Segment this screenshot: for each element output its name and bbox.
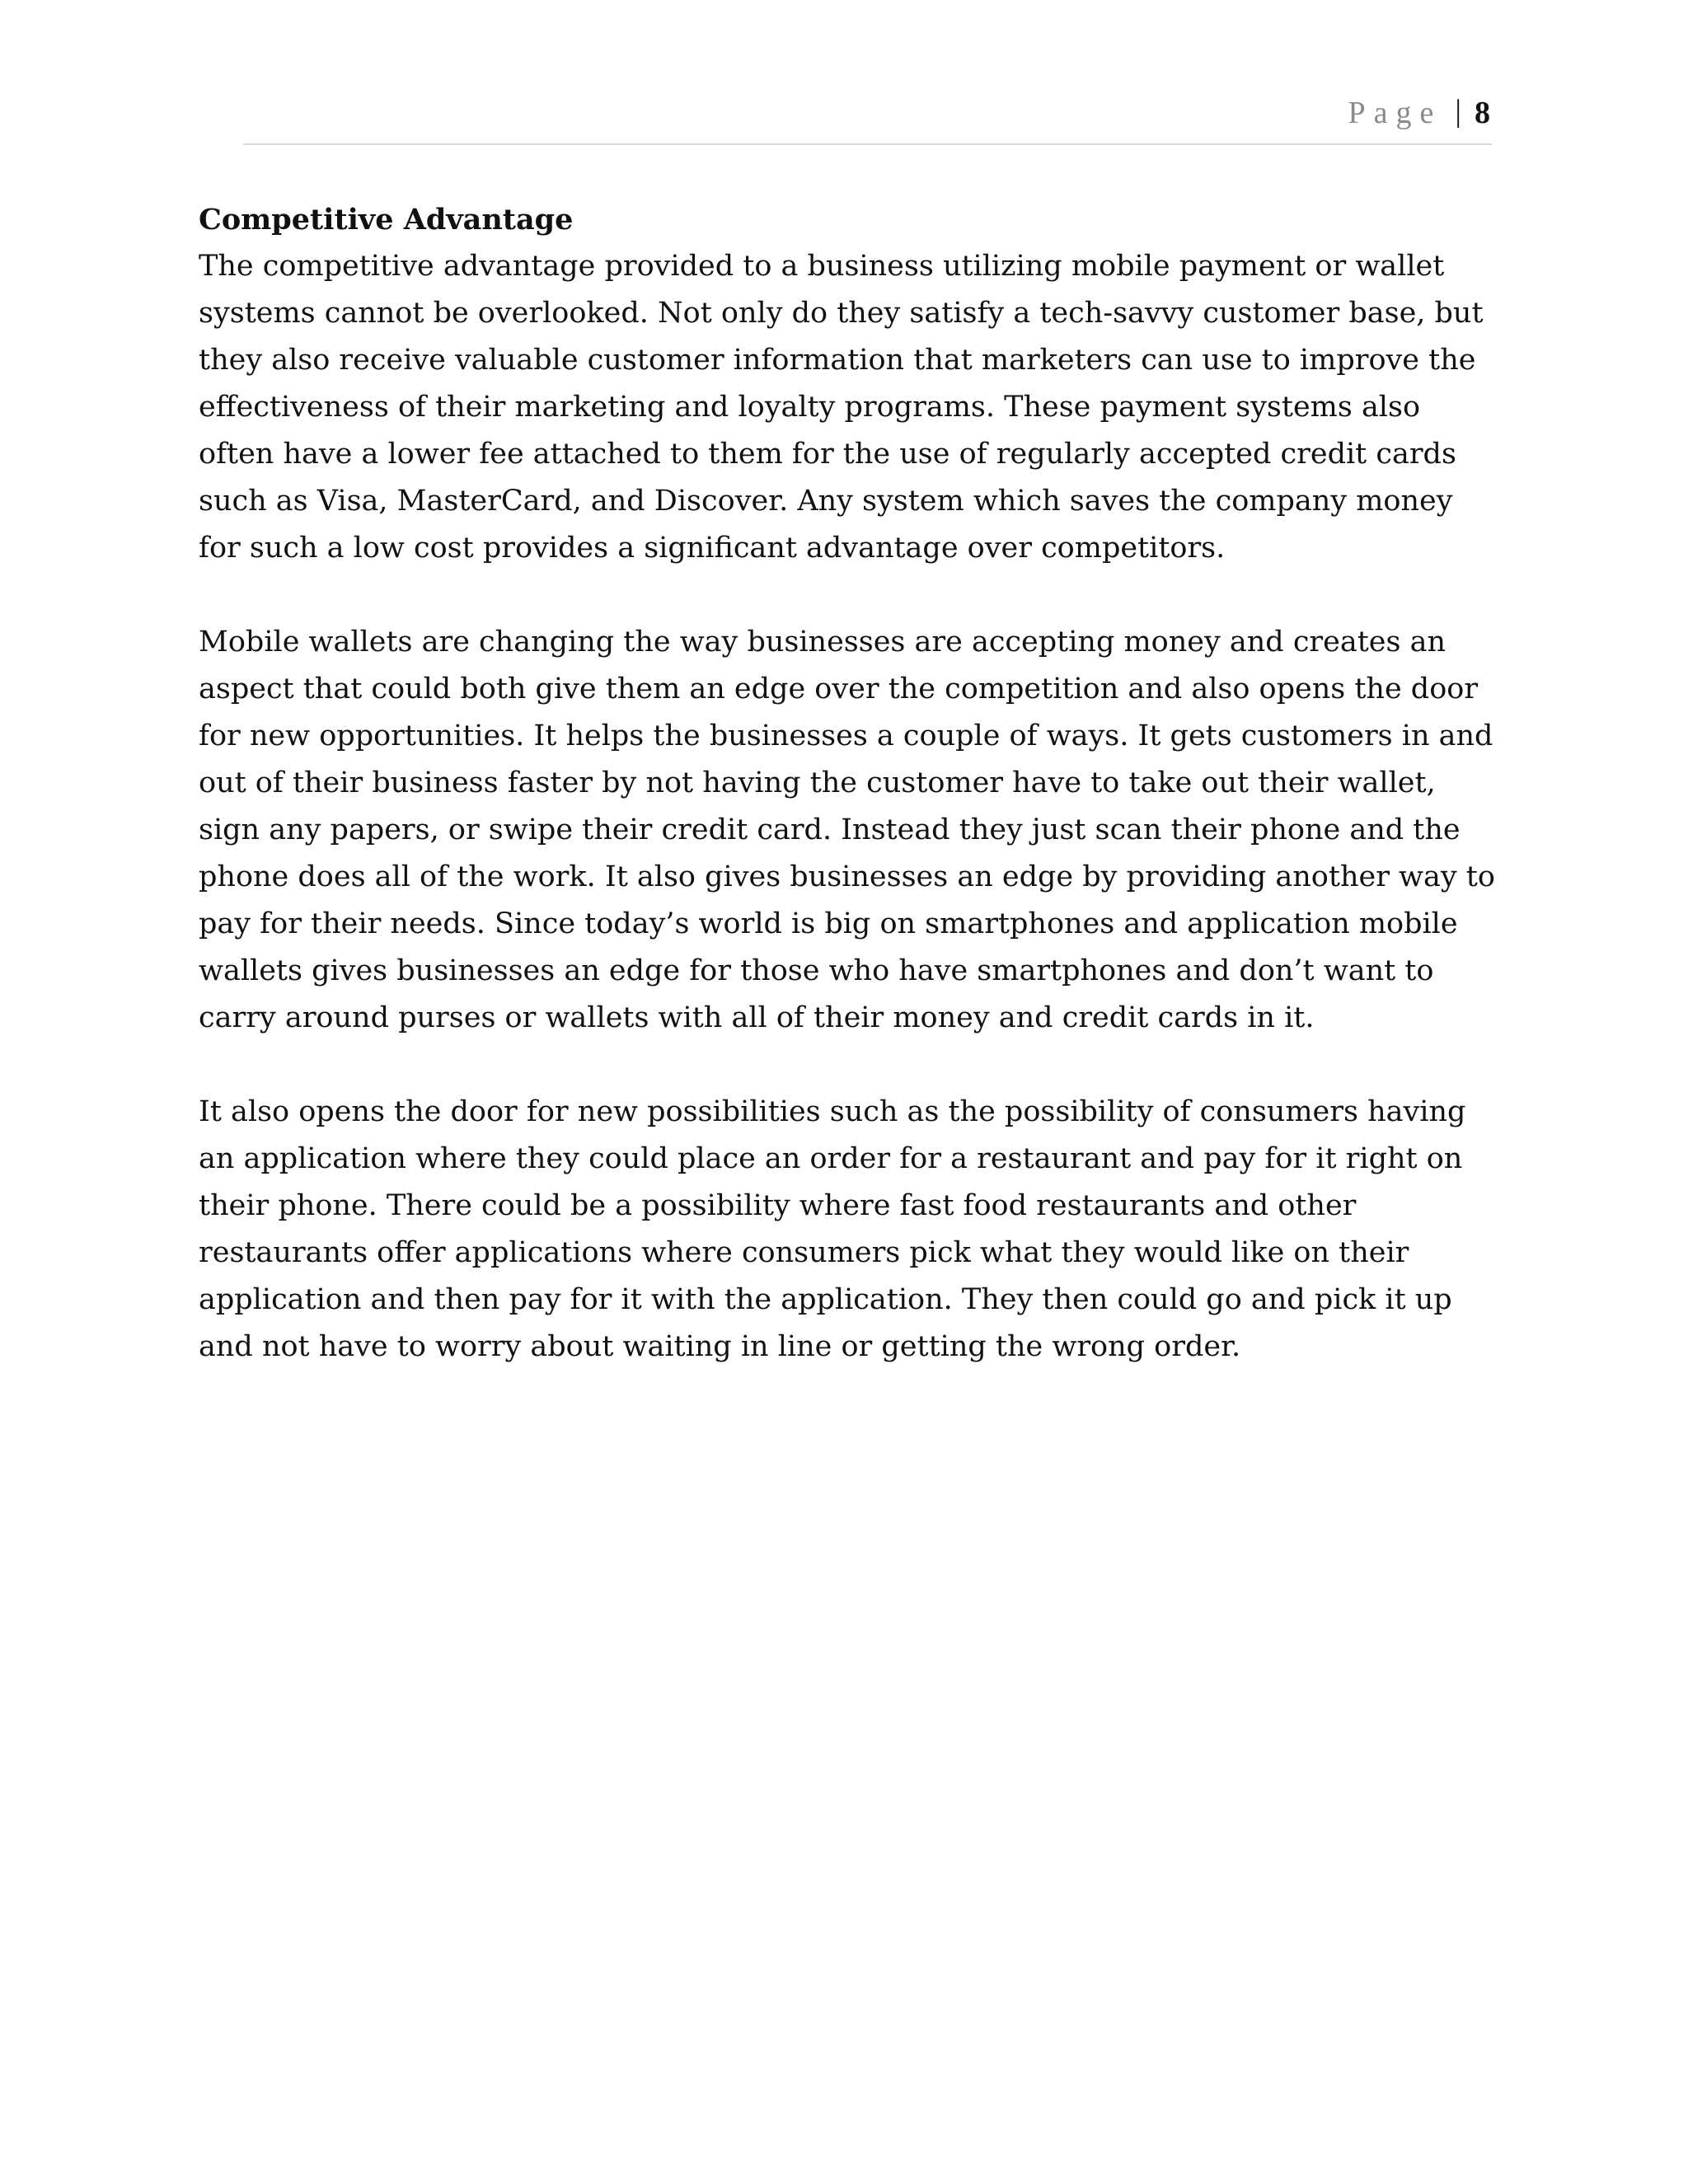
page-separator: |: [1455, 94, 1461, 129]
page-label: Page: [1348, 96, 1442, 130]
document-body: [199, 196, 1501, 1371]
page-header: [243, 94, 1492, 145]
paragraph-2: Mobile wallets are changing the way businesses are accepting money and creates an aspect that could both give them an edge over the competition and also opens the door for new opportunities. It helps the businesses a couple of ways. It gets customers in and out of their business faster by not having the customer have to take out their wallet, sign any papers, or swipe their credit card. Instead they just scan their phone and the phone does all of the work. It also gives businesses an edge by providing another way to pay for their needs. Since today’s world is big on smartphones and application mobile wallets gives businesses an edge for those who have smartphones and don’t want to carry around purses or wallets with all of their money and credit cards in it.: [199, 626, 1495, 1034]
section-heading: Competitive Advantage: [199, 203, 574, 237]
page-number-value: 8: [1475, 96, 1490, 130]
paragraph-3: It also opens the door for new possibilities such as the possibility of consumers having an application where they could place an order for a restaurant and pay for it right on their phone. There could be a possibility where fast food restaurants and other restaurants offer applications where consumers pick what they would like on their application and then pay for it with the application. They then could go and pick it up and not have to worry about waiting in line or getting the wrong order.: [199, 1095, 1466, 1363]
paragraph-1: The competitive advantage provided to a business utilizing mobile payment or wallet systems cannot be overlooked. Not only do they satisfy a tech-savvy customer base, but they also receive valuable customer information that marketers can use to improve the effectiveness of their marketing and loyalty programs. These payment systems also often have a lower fee attached to them for the use of regularly accepted credit cards such as Visa, MasterCard, and Discover. Any system which saves the company money for such a low cost provides a significant advantage over competitors.: [199, 250, 1484, 565]
page-number: [1348, 94, 1490, 130]
